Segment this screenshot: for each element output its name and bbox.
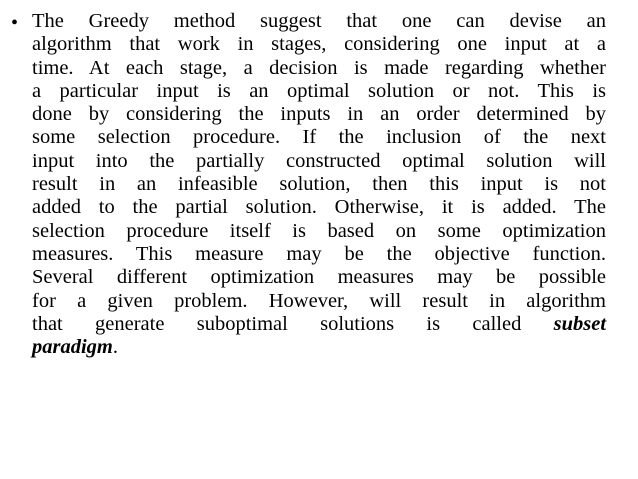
emphasis-paradigm: paradigm: [32, 336, 113, 359]
body-paragraph: [32, 10, 606, 359]
text-line-3: time. At each stage, a decision is made regarding whether: [32, 56, 606, 79]
text-line-10: selection procedure itself is based on some optimization: [32, 219, 606, 242]
final-punctuation: .: [112, 336, 118, 359]
bullet-point: •: [11, 12, 19, 34]
text-line-9: added to the partial solution. Otherwise, it is added. The: [32, 196, 606, 219]
text-line-14: [32, 313, 606, 336]
text-line-2: algorithm that work in stages, considering one input at a: [32, 33, 606, 56]
emphasis-subset: subset: [553, 312, 607, 335]
text-line-15: [32, 336, 606, 359]
text-line-1: The Greedy method suggest that one can devise an: [32, 10, 606, 32]
text-line-4: a particular input is an optimal solution or not. This is: [32, 79, 606, 102]
text-line-5: done by considering the inputs in an order determined by: [32, 103, 606, 126]
text-line-12: Several different optimization measures may be possible: [32, 266, 606, 289]
text-line-13: for a given problem. However, will result in algorithm: [32, 289, 606, 312]
text-line-11: measures. This measure may be the objective function.: [32, 242, 606, 265]
text-line-7: input into the partially constructed optimal solution will: [32, 149, 606, 172]
text-line-6: some selection procedure. If the inclusion of the next: [32, 126, 606, 149]
text-line-14-prefix: that generate suboptimal solutions is called: [32, 312, 522, 335]
text-line-8: result in an infeasible solution, then this input is not: [32, 173, 606, 196]
